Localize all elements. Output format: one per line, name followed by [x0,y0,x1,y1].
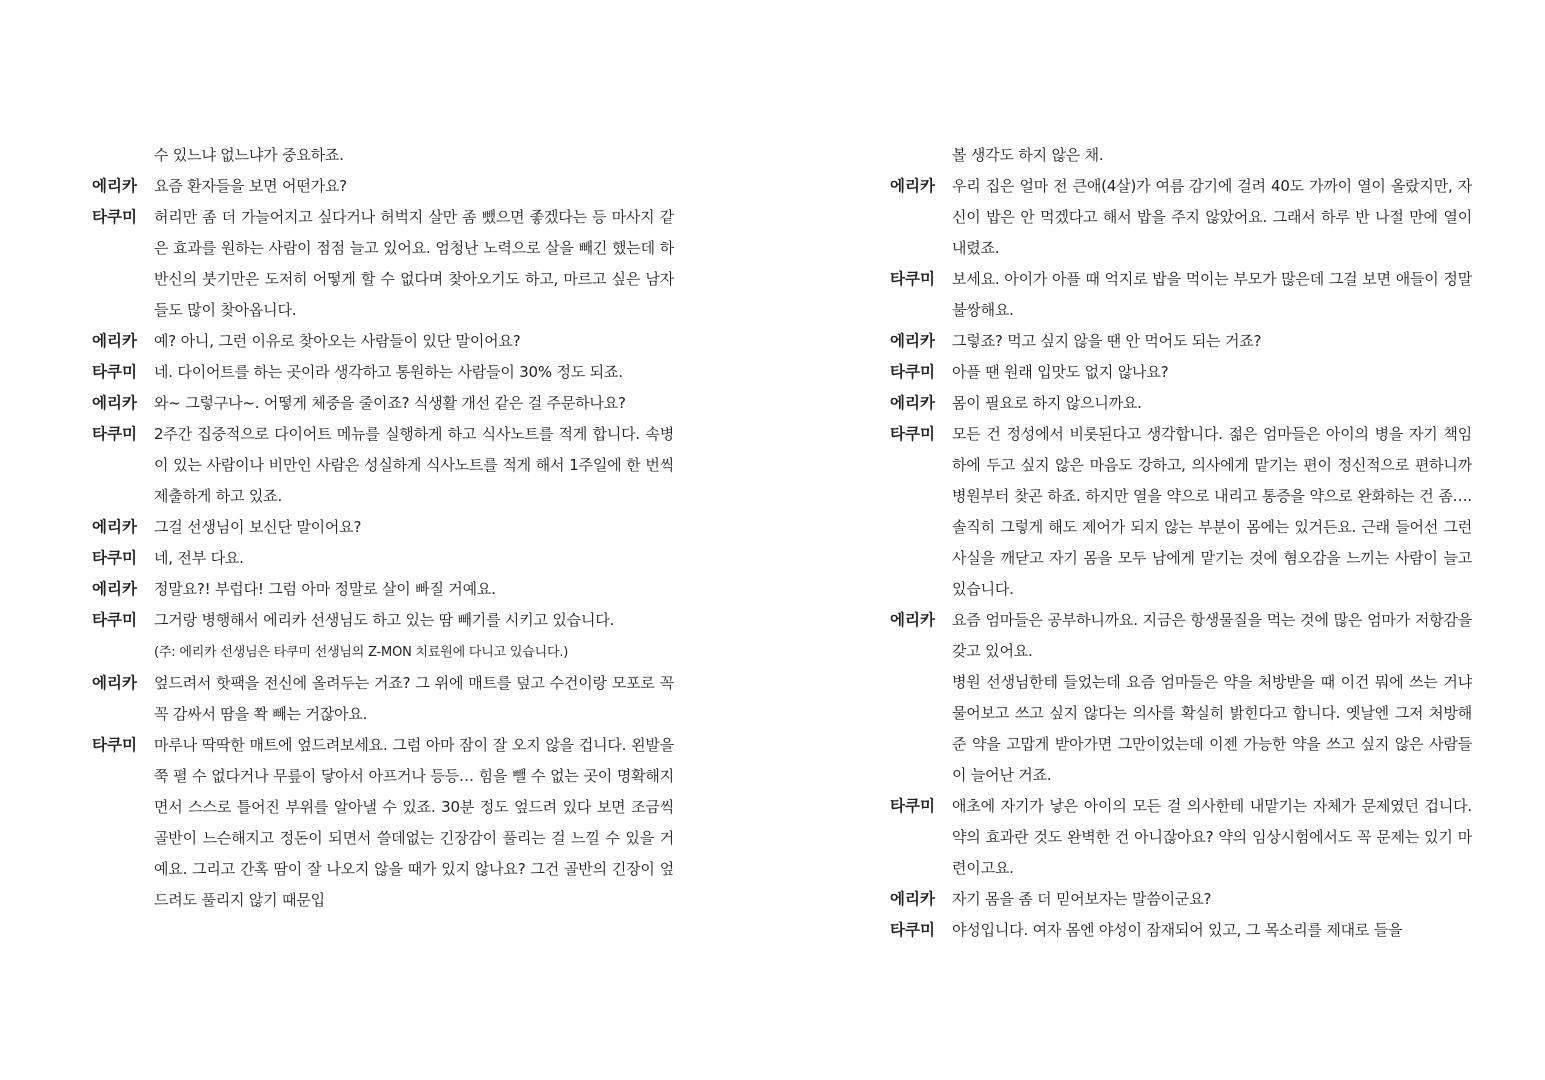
dialogue-text: 요즘 환자들을 보면 어떤가요? [154,177,347,195]
right-page [890,140,1472,946]
dialogue-text: 그렇죠? 먹고 싶지 않을 땐 안 먹어도 되는 거죠? [952,332,1262,350]
dialogue-text: 아플 땐 원래 입맛도 없지 않나요? [952,363,1169,381]
speaker-name: 타쿠미 [890,363,935,381]
dialogue-entry [92,171,674,202]
dialogue-entry [92,668,674,730]
dialogue-text: 마루나 딱딱한 매트에 엎드려보세요. 그럼 아마 잠이 잘 오지 않을 겁니다. 왼발을 쭉 펼 수 없다거나 무릎이 닿아서 아프거나 등등… 힘을 뺄 수 없는 곳이 명확해지면서 스스로 틀어진 부위를 알아낼 수 있죠. 30분 정도 엎드려 있다 보면 조금씩 골반이 느슨해지고 정돈이 되면서 쓸데없는 긴장감이 풀리는 걸 느낄 수 있을 거예요. 그리고 간혹 땀이 잘 나오지 않을 때가 있지 않나요? 그건 골반의 긴장이 엎드려도 풀리지 않기 때문입 [154,736,674,909]
dialogue-text: 허리만 좀 더 가늘어지고 싶다거나 허벅지 살만 좀 뺐으면 좋겠다는 등 마사지 같은 효과를 원하는 사람이 점점 늘고 있어요. 엄청난 노력으로 살을 빼긴 했는데 하반신의 붓기만은 도저히 어떻게 할 수 없다며 찾아오기도 하고, 마르고 싶은 남자들도 많이 찾아옵니다. [154,208,674,319]
dialogue-entry [92,419,674,512]
dialogue-entry [890,140,1472,171]
dialogue-entry [92,574,674,605]
speaker-name: 에리카 [92,518,137,536]
speaker-name: 에리카 [92,674,137,692]
speaker-name: 타쿠미 [92,208,137,226]
dialogue-text: 병원 선생님한테 들었는데 요즘 엄마들은 약을 처방받을 때 이건 뭐에 쓰는 거냐 물어보고 쓰고 싶지 않다는 의사를 확실히 밝힌다고 합니다. 옛날엔 그저 처방해준 약을 고맙게 받아가면 그만이었는데 이젠 가능한 약을 쓰고 싶지 않은 사람들이 늘어난 거죠. [952,673,1472,784]
dialogue-text: 볼 생각도 하지 않은 채. [952,146,1104,164]
dialogue-text-block [154,605,674,668]
dialogue-entry [92,512,674,543]
dialogue-entry [92,202,674,326]
dialogue-text: 네, 전부 다요. [154,549,244,567]
dialogue-entry [92,357,674,388]
dialogue-text: 모든 건 정성에서 비롯된다고 생각합니다. 젊은 엄마들은 아이의 병을 자기 책임하에 두고 싶지 않은 마음도 강하고, 의사에게 맡기는 편이 정신적으로 편하니까 병원부터 찾곤 하죠. 하지만 열을 약으로 내리고 통증을 약으로 완화하는 건 좀…. 솔직히 그렇게 해도 제어가 되지 않는 부분이 몸에는 있거든요. 근래 들어선 그런 사실을 깨닫고 자기 몸을 모두 남에게 맡기는 것에 혐오감을 느끼는 사람이 늘고 있습니다. [952,425,1472,598]
dialogue-entry [92,140,674,171]
dialogue-text: 자기 몸을 좀 더 믿어보자는 말씀이군요? [952,890,1212,908]
footnote: (주: 에리카 선생님은 타쿠미 선생님의 Z-MON 치료원에 다니고 있습니다.) [154,645,569,660]
dialogue-entry [890,388,1472,419]
speaker-name: 에리카 [92,332,137,350]
speaker-name: 에리카 [92,177,137,195]
speaker-name: 타쿠미 [890,921,935,939]
dialogue-entry [890,326,1472,357]
dialogue-text: 몸이 필요로 하지 않으니까요. [952,394,1142,412]
dialogue-entry [92,605,674,668]
dialogue-entry [92,388,674,419]
dialogue-entry [890,419,1472,605]
speaker-name: 타쿠미 [92,363,137,381]
dialogue-entry [890,264,1472,326]
dialogue-text: 2주간 집중적으로 다이어트 메뉴를 실행하게 하고 식사노트를 적게 합니다. 속병이 있는 사람이나 비만인 사람은 성실하게 식사노트를 적게 해서 1주일에 한 번씩 제출하게 하고 있죠. [154,425,674,505]
speaker-name: 에리카 [890,890,935,908]
dialogue-text: 정말요?! 부럽다! 그럼 아마 정말로 살이 빠질 거예요. [154,580,496,598]
dialogue-text: 수 있느냐 없느냐가 중요하죠. [154,146,344,164]
dialogue-entry [890,605,1472,667]
speaker-name: 타쿠미 [890,270,935,288]
speaker-name: 에리카 [890,394,935,412]
dialogue-entry [92,326,674,357]
dialogue-text: 엎드려서 핫팩을 전신에 올려두는 거죠? 그 위에 매트를 덮고 수건이랑 모포로 꼭꼭 감싸서 땀을 쫙 빼는 거잖아요. [154,674,674,723]
dialogue-entry [890,791,1472,884]
dialogue-entry [92,543,674,574]
speaker-name: 에리카 [92,580,137,598]
dialogue-text: 애초에 자기가 낳은 아이의 모든 걸 의사한테 내맡기는 자체가 문제였던 겁니다. 약의 효과란 것도 완벽한 건 아니잖아요? 약의 임상시험에서도 꼭 문제는 있기 마련이고요. [952,797,1472,877]
speaker-name: 타쿠미 [92,736,137,754]
dialogue-text: 네. 다이어트를 하는 곳이라 생각하고 통원하는 사람들이 30% 정도 되죠. [154,363,623,381]
dialogue-text: 우리 집은 얼마 전 큰애(4살)가 여름 감기에 걸려 40도 가까이 열이 올랐지만, 자신이 밥은 안 먹겠다고 해서 밥을 주지 않았어요. 그래서 하루 반 나절 만에 열이 내렸죠. [952,177,1472,257]
dialogue-text: 요즘 엄마들은 공부하니까요. 지금은 항생물질을 먹는 것에 많은 엄마가 저항감을 갖고 있어요. [952,611,1472,660]
dialogue-text: 보세요. 아이가 아플 때 억지로 밥을 먹이는 부모가 많은데 그걸 보면 애들이 정말 불쌍해요. [952,270,1472,319]
speaker-name: 타쿠미 [890,797,935,815]
speaker-name: 에리카 [890,332,935,350]
left-page [92,140,674,916]
dialogue-text: 야성입니다. 여자 몸엔 야성이 잠재되어 있고, 그 목소리를 제대로 들을 [952,921,1403,939]
dialogue-text: 그거랑 병행해서 에리카 선생님도 하고 있는 땀 빼기를 시키고 있습니다. [154,611,615,629]
speaker-name: 타쿠미 [92,549,137,567]
dialogue-text: 와~ 그렇구나~. 어떻게 체중을 줄이죠? 식생활 개선 같은 걸 주문하나요? [154,394,626,412]
dialogue-entry [890,884,1472,915]
speaker-name: 에리카 [890,177,935,195]
dialogue-entry [890,667,1472,791]
speaker-name: 에리카 [890,611,935,629]
speaker-name: 타쿠미 [92,425,137,443]
dialogue-entry [890,171,1472,264]
dialogue-text: 그걸 선생님이 보신단 말이어요? [154,518,362,536]
speaker-name: 에리카 [92,394,137,412]
dialogue-entry [890,915,1472,946]
dialogue-text: 예? 아니, 그런 이유로 찾아오는 사람들이 있단 말이어요? [154,332,521,350]
dialogue-entry [92,730,674,916]
dialogue-entry [890,357,1472,388]
speaker-name: 타쿠미 [92,611,137,629]
speaker-name: 타쿠미 [890,425,935,443]
